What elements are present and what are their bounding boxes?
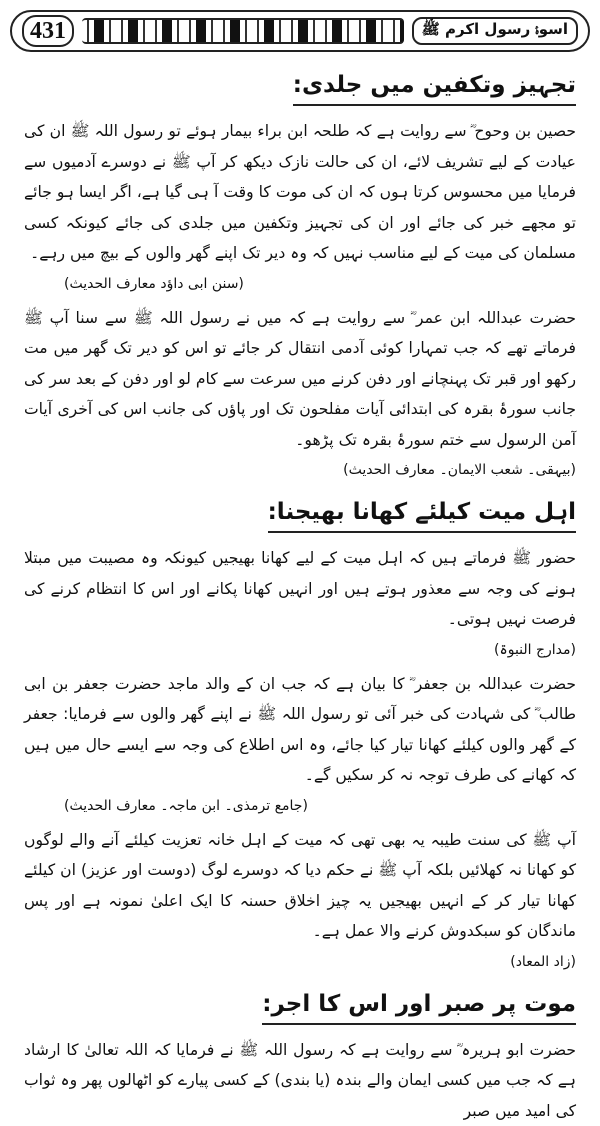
reference: (جامع ترمذی۔ ابن ماجہ۔ معارف الحدیث) <box>24 791 576 821</box>
page-header <box>10 10 590 52</box>
reference: (مدارج النبوۃ) <box>24 635 576 665</box>
paragraph: حضرت ابو ہریرہ ؓ سے روایت ہے کہ رسول اللہ ﷺ نے فرمایا کہ اللہ تعالیٰ کا ارشاد ہے کہ جب میں کسی ایمان والے بندہ (یا بندی) کے کسی پیارے کو اٹھالوں پھر وہ ثواب کی امید میں صبر <box>24 1035 576 1126</box>
page-body <box>24 58 576 1126</box>
paragraph: حضرت عبداللہ بن جعفر ؓ کا بیان ہے کہ جب ان کے والد ماجد حضرت جعفر بن ابی طالب ؓ کی شہادت کی خبر آئی تو رسول اللہ ﷺ نے اپنے گھر والوں سے فرمایا: جعفر کے گھر والوں کیلئے کھانا تیار کیا جائے، وہ اس اطلاع کی وجہ سے ایسے حال میں ہیں کہ کھانے کی طرف توجہ نہ کر سکیں گے۔ <box>24 669 576 791</box>
reference: (بیہقی۔ شعب الایمان۔ معارف الحدیث) <box>24 455 576 485</box>
paragraph: حضرت عبداللہ ابن عمر ؓ سے روایت ہے کہ میں نے رسول اللہ ﷺ سے سنا آپ ﷺ فرماتے تھے کہ جب تمہارا کوئی آدمی انتقال کر جائے تو اس کو دیر تک گھر میں مت رکھو اور قبر تک پہنچانے اور دفن کرنے میں سرعت سے کام لو اور دفن کے بعد سر کی جانب سورۂ بقرہ کی ابتدائی آیات مفلحون تک اور پاؤں کی جانب اس کی آخری آیات آمن الرسول سے ختم سورۂ بقرہ تک پڑھو۔ <box>24 303 576 456</box>
paragraph: حصین بن وحوح ؓ سے روایت ہے کہ طلحہ ابن براء بیمار ہوئے تو رسول اللہ ﷺ ان کی عیادت کے لیے تشریف لائے، ان کی حالت نازک دیکھ کر آپ ﷺ نے دوسرے آدمیوں سے فرمایا میں محسوس کرتا ہوں کہ ان کی موت کا وقت آ ہی گیا ہے، اگر ایسا ہو جائے تو مجھے خبر کی جائے اور ان کی تجہیز وتکفین میں جلدی کی جائے کیونکہ کسی مسلمان کی میت کے لیے مناسب نہیں کہ وہ دیر تک اپنے گھر والوں کے بیچ میں رہے۔ <box>24 116 576 269</box>
paragraph: آپ ﷺ کی سنت طیبہ یہ بھی تھی کہ میت کے اہل خانہ تعزیت کیلئے آنے والے لوگوں کو کھانا نہ کھلائیں بلکہ آپ ﷺ نے حکم دیا کہ دوسرے لوگ (دوست اور عزیز) ان کیلئے کھانا تیار کر کے انہیں بھیجیں یہ چیز اخلاق حسنہ کا ایک اعلیٰ نمونہ ہے اور پس ماندگان کو سبکدوش کرنے والا عمل ہے۔ <box>24 825 576 947</box>
section-heading: اہل میت کیلئے کھانا بھیجنا: <box>268 495 576 533</box>
header-ornament <box>82 18 404 44</box>
page-number: 431 <box>22 15 74 47</box>
book-title: اسوۂ رسول اکرم ﷺ <box>412 17 578 45</box>
section-heading: تجہیز وتکفین میں جلدی: <box>293 68 576 106</box>
paragraph: حضور ﷺ فرماتے ہیں کہ اہل میت کے لیے کھانا بھیجیں کیونکہ وہ مصیبت میں مبتلا ہونے کی وجہ سے معذور ہوتے ہیں اور انہیں کھانا پکانے اور اس کا انتظام کرنے کی فرصت نہیں ہوتی۔ <box>24 543 576 635</box>
reference: (سنن ابی داؤد معارف الحدیث) <box>24 269 576 299</box>
section-heading: موت پر صبر اور اس کا اجر: <box>262 987 576 1025</box>
reference: (زاد المعاد) <box>24 947 576 977</box>
